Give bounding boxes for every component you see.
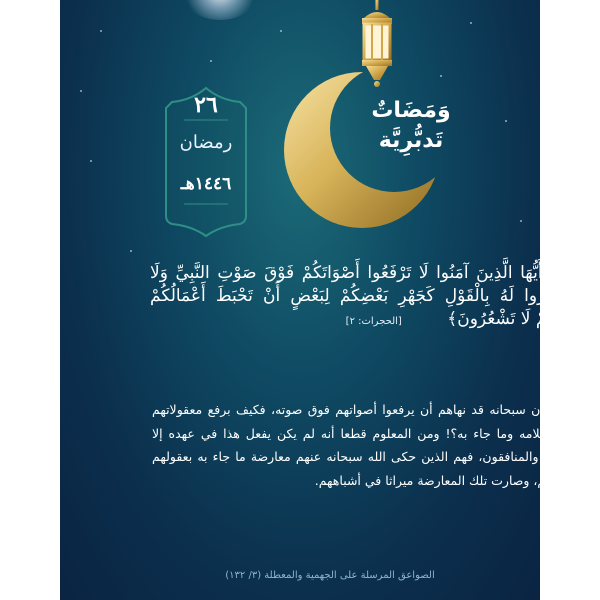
star bbox=[80, 90, 82, 92]
commentary-text: وإذا كان سبحانه قد نهاهم أن يرفعوا أصواتهم فوق صوته، فكيف برفع معقولاتهم فوق كلامه وما جاء به؟! ومن المعلوم قطعا أنه لم يكن يفعل هذا في عهده إلا الكفار والمنافقون، فهم الذين حكى الله سبحانه عنهم معارضة ما جاء به بعقولهم وآرائهم، وصارت تلك المعارضة ميراثا في أشباههم. bbox=[152, 402, 574, 488]
brand-title bbox=[346, 96, 476, 156]
date-month: رمضان bbox=[179, 132, 233, 153]
star bbox=[130, 250, 132, 252]
poster-card bbox=[60, 0, 574, 600]
quran-verse bbox=[150, 262, 570, 333]
star bbox=[100, 30, 102, 32]
star bbox=[470, 22, 472, 24]
brand-title-line2: تَدبُّرِيَّة bbox=[378, 128, 444, 153]
star bbox=[210, 60, 212, 62]
star bbox=[90, 160, 92, 162]
verse-reference: [الحجرات: ٢] bbox=[345, 316, 402, 327]
source-citation: الصواعق المرسلة على الجهمية والمعطلة (٣/ ١٣٢) bbox=[225, 570, 435, 581]
date-day: ٢٦ bbox=[194, 92, 218, 118]
star bbox=[280, 30, 282, 32]
brand-title-line1: وَمَضَاتٌ bbox=[371, 98, 451, 123]
star bbox=[520, 220, 522, 222]
moon-glow bbox=[180, 0, 260, 20]
date-year: ١٤٤٦هـ bbox=[180, 174, 232, 194]
verse-text: ﴿يَا أَيُّهَا الَّذِينَ آمَنُوا لَا تَرْفَعُوا أَصْوَاتَكُمْ فَوْقَ صَوْتِ النَّبِيِّ وَلَا تَجْهَرُوا لَهُ بِالْقَوْلِ كَجَهْرِ بَعْضِكُمْ لِبَعْضٍ أَنْ تَحْبَطَ أَعْمَالُكُمْ وَأَنْتُمْ لَا تَشْعُرُونَ﴾ bbox=[150, 263, 570, 329]
star bbox=[505, 120, 507, 122]
